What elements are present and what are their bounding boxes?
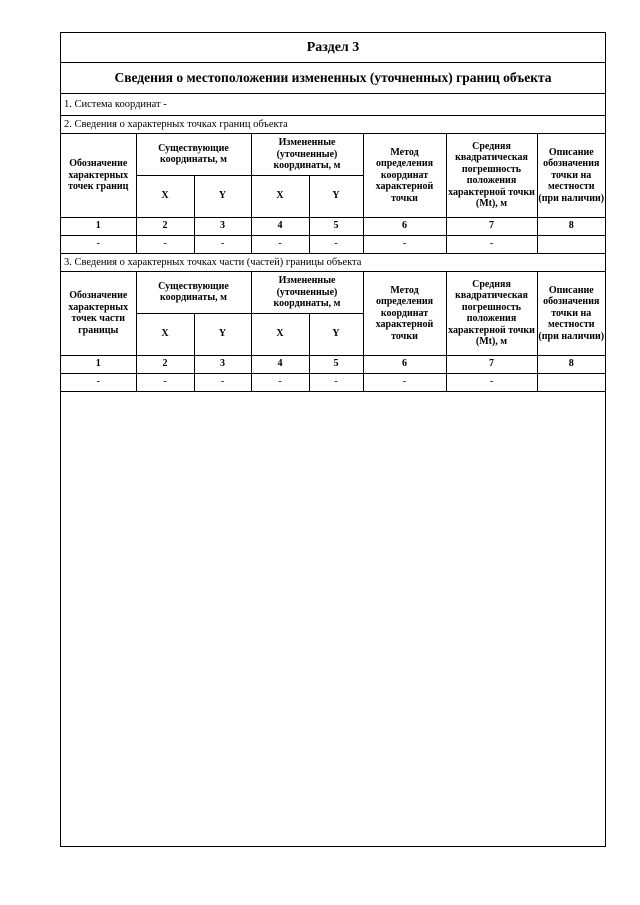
table1-num: 4	[251, 217, 309, 235]
document-frame	[60, 32, 606, 847]
table2-cell: -	[251, 373, 309, 391]
table2-num: 2	[136, 355, 194, 373]
table1-num: 8	[537, 217, 605, 235]
table1-cell	[537, 235, 605, 253]
table1-header-method: Метод определения координат характерной точки	[363, 134, 446, 217]
table2-cell: -	[309, 373, 363, 391]
table2-num: 4	[251, 355, 309, 373]
section-title: Сведения о местоположении измененных (уточненных) границ объекта	[61, 63, 605, 94]
table1-header-existing: Существующие координаты, м	[136, 134, 251, 175]
table2-cell: -	[61, 373, 136, 391]
table2-header-error: Средняя квадратическая погрешность положения характерной точки (Mt), м	[446, 272, 537, 355]
table2-cell: -	[363, 373, 446, 391]
table1-num: 6	[363, 217, 446, 235]
table-row	[61, 235, 605, 253]
table2-cell	[537, 373, 605, 391]
table1-cell: -	[61, 235, 136, 253]
table-row	[61, 373, 605, 391]
table2-num: 5	[309, 355, 363, 373]
table1-caption: 2. Сведения о характерных точках границ объекта	[61, 116, 605, 134]
table2-number-row	[61, 355, 605, 373]
table1-cell: -	[309, 235, 363, 253]
table2-header-description: Описание обозначения точки на местности (при наличии)	[537, 272, 605, 355]
table1-header-description: Описание обозначения точки на местности (при наличии)	[537, 134, 605, 217]
table1-cell: -	[446, 235, 537, 253]
table2-header-x2: X	[251, 313, 309, 355]
table2-num: 1	[61, 355, 136, 373]
table1-cell: -	[136, 235, 194, 253]
section-label: Раздел 3	[61, 33, 605, 63]
table2-header-method: Метод определения координат характерной точки	[363, 272, 446, 355]
table1-number-row	[61, 217, 605, 235]
table2-header-x: X	[136, 313, 194, 355]
table1-num: 7	[446, 217, 537, 235]
table1-num: 2	[136, 217, 194, 235]
table2-cell: -	[194, 373, 251, 391]
table2	[61, 272, 605, 392]
table2-num: 3	[194, 355, 251, 373]
table1-header-x2: X	[251, 175, 309, 217]
coord-system-line: 1. Система координат -	[61, 94, 605, 116]
table1-cell: -	[251, 235, 309, 253]
table1-header-y2: Y	[309, 175, 363, 217]
table1	[61, 134, 605, 254]
table1-header-x: X	[136, 175, 194, 217]
table2-header-y: Y	[194, 313, 251, 355]
table1-cell: -	[194, 235, 251, 253]
table2-header-designation: Обозначение характерных точек части границы	[61, 272, 136, 355]
table1-header-designation: Обозначение характерных точек границ	[61, 134, 136, 217]
table1-header-error: Средняя квадратическая погрешность положения характерной точки (Mt), м	[446, 134, 537, 217]
table2-cell: -	[446, 373, 537, 391]
table1-num: 1	[61, 217, 136, 235]
table1-header-y: Y	[194, 175, 251, 217]
table2-caption: 3. Сведения о характерных точках части (частей) границы объекта	[61, 254, 605, 272]
table2-header-changed: Измененные (уточненные) координаты, м	[251, 272, 363, 313]
table1-cell: -	[363, 235, 446, 253]
table2-num: 7	[446, 355, 537, 373]
table2-num: 8	[537, 355, 605, 373]
table1-num: 5	[309, 217, 363, 235]
table2-header-y2: Y	[309, 313, 363, 355]
table2-cell: -	[136, 373, 194, 391]
table2-num: 6	[363, 355, 446, 373]
table1-num: 3	[194, 217, 251, 235]
table1-header-changed: Измененные (уточненные) координаты, м	[251, 134, 363, 175]
table2-header-existing: Существующие координаты, м	[136, 272, 251, 313]
